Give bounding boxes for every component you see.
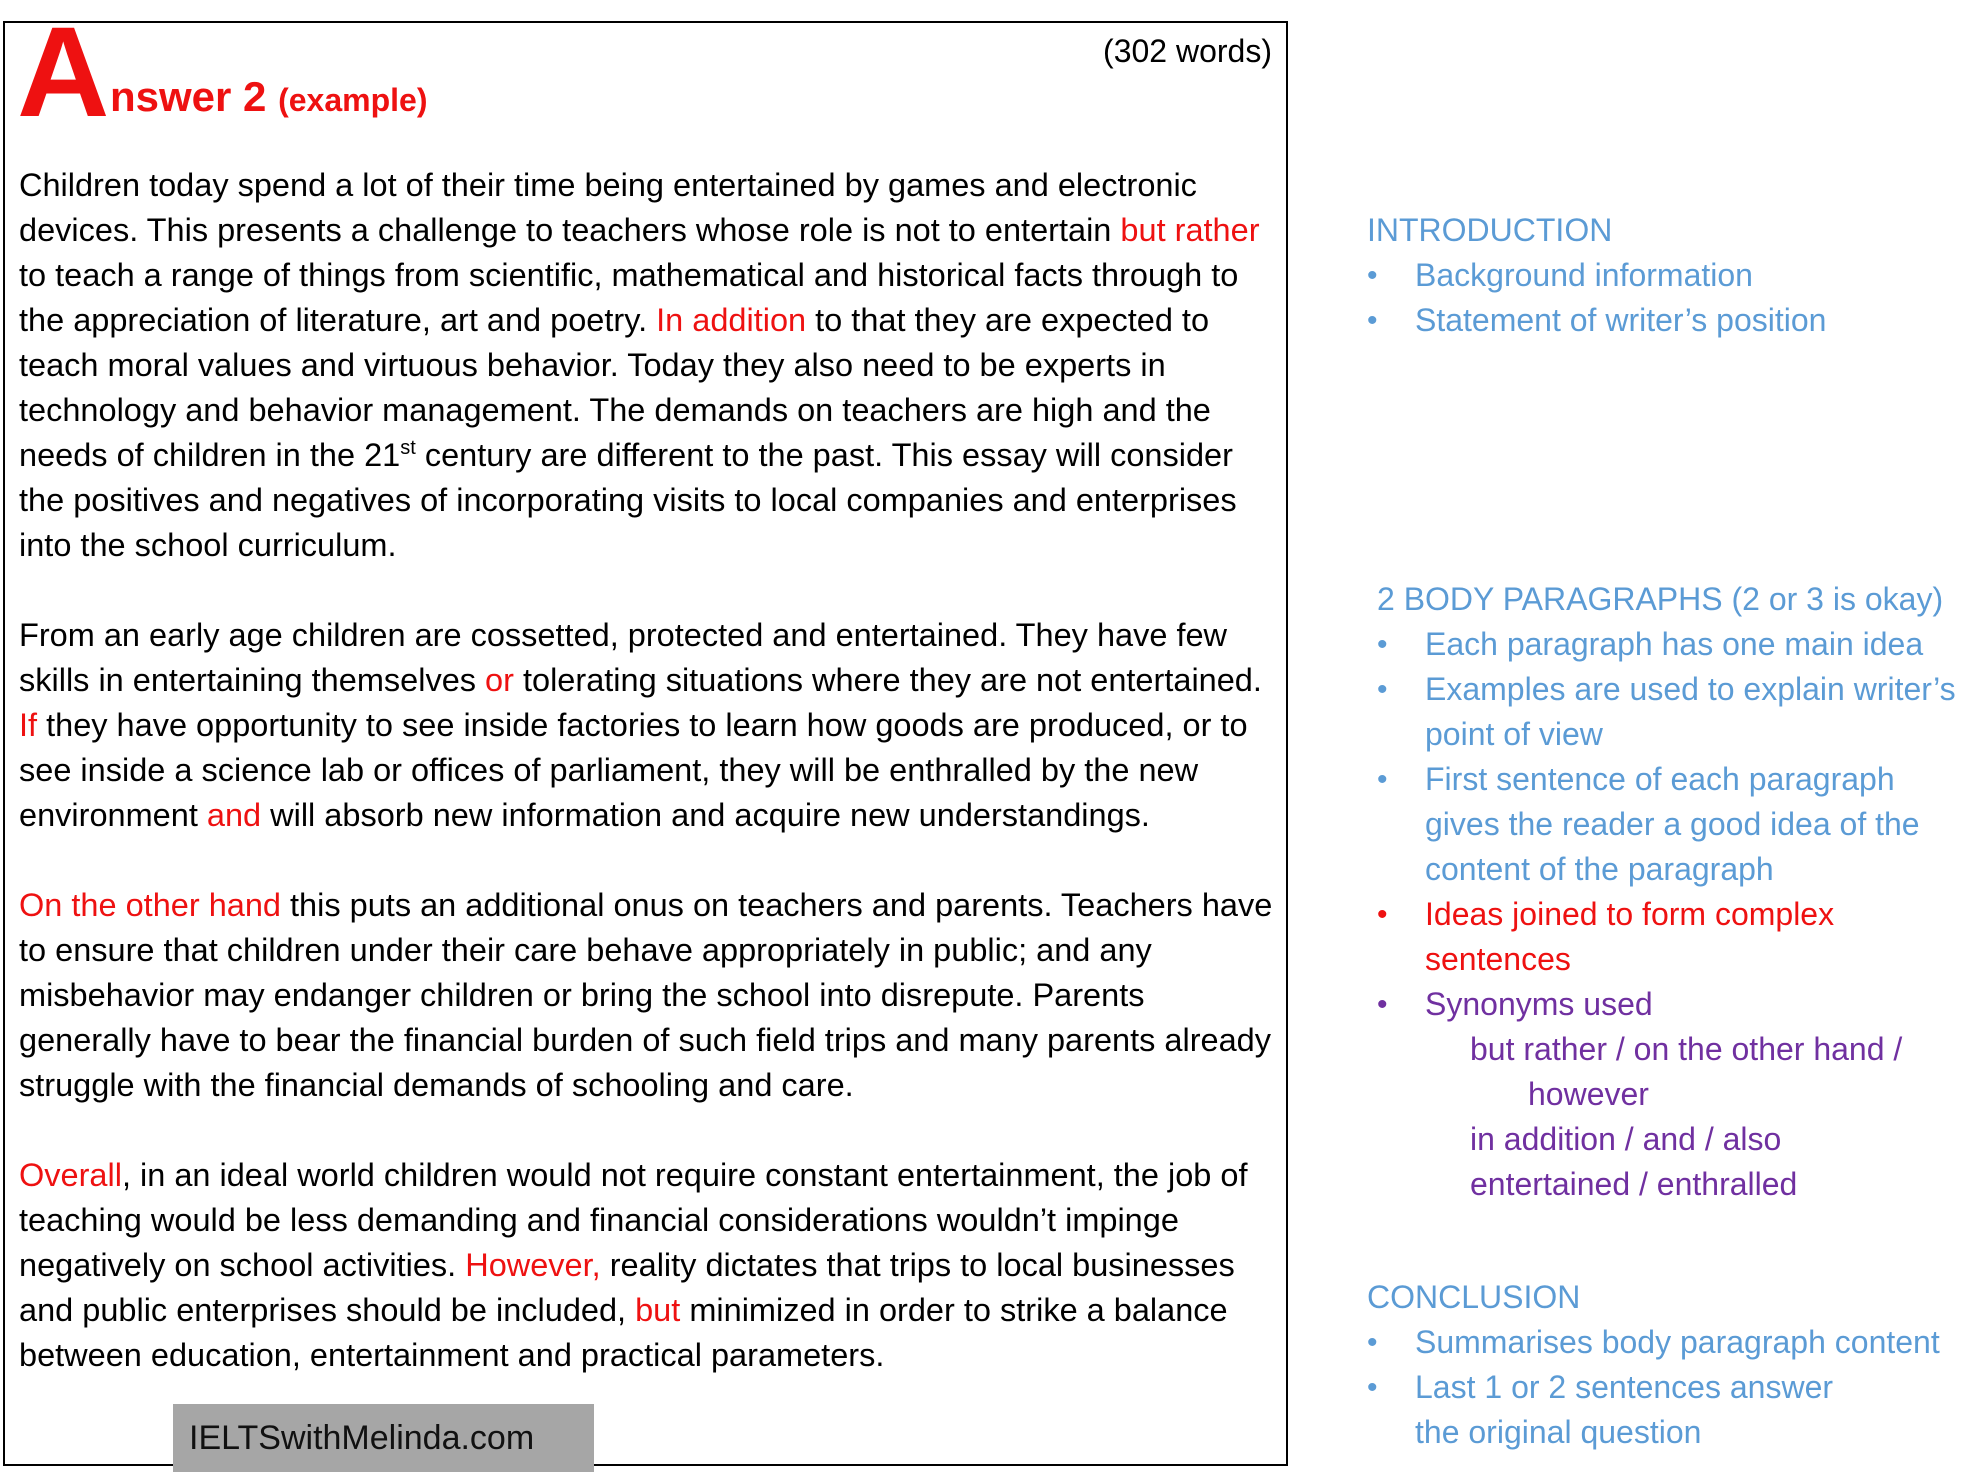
list-item: • Each paragraph has one main idea (1377, 622, 1965, 667)
text-run: From an early age children are cossetted, protected and entertained. They have few skills in entertaining themselves (19, 617, 1228, 698)
linking-word: Overall (19, 1157, 122, 1193)
site-watermark: IELTSwithMelinda.com (173, 1404, 594, 1472)
text-run: will absorb new information and acquire new understandings. (261, 797, 1150, 833)
conclusion-heading: CONCLUSION (1367, 1279, 1581, 1315)
text-run: reality dictates that trips to local businesses and public enterprises should be included, (19, 1247, 1235, 1328)
list-item: • Background information (1367, 253, 1967, 298)
list-item: • Summarises body paragraph content (1367, 1320, 1967, 1365)
introduction-list (1367, 253, 1967, 343)
text-run: , in an ideal world children would not require constant entertainment, the job of teaching would be less demanding and financial considerations wouldn’t impinge negatively on school activities. (19, 1157, 1248, 1283)
text-run: to that they are expected to teach moral values and virtuous behavior. Today they also need to be experts in technology and behavior management. The demands on teachers are high and the needs of children in the 21 (19, 302, 1211, 473)
body-paragraphs-heading: 2 BODY PARAGRAPHS (2 or 3 is okay) (1377, 581, 1944, 617)
text-run: minimized in order to strike a balance between education, entertainment and practical parameters. (19, 1292, 1228, 1373)
synonym-line: but rather / on the other hand / (1470, 1031, 1903, 1067)
list-item: • Examples are used to explain writer’s point of view (1377, 667, 1965, 757)
text-run: tolerating situations where they are not entertained. (513, 662, 1262, 698)
text-run: century are different to the past. This essay will consider the positives and negatives of incorporating visits to local companies and enterprises into the school curriculum. (19, 437, 1237, 563)
linking-word: On the other hand (19, 887, 281, 923)
list-item: • First sentence of each paragraph gives the reader a good idea of the content of the paragraph (1377, 757, 1965, 892)
text-run: to teach a range of things from scientific, mathematical and historical facts through to the appreciation of literature, art and poetry. (19, 257, 1239, 338)
body-paragraphs-list (1377, 622, 1965, 1207)
linking-word: In addition (656, 302, 807, 338)
synonym-line: in addition / and / also (1470, 1121, 1782, 1157)
synonym-line: however (1528, 1076, 1649, 1112)
word-count: (302 words) (1103, 33, 1272, 69)
list-item: • Statement of writer’s position (1367, 298, 1967, 343)
text-run: this puts an additional onus on teachers and parents. Teachers have to ensure that children under their care behave appropriately in public; and any misbehavior may endanger children or bring the school into disrepute. Parents generally have to bear the financial burden of such field trips and many parents already struggle with the financial demands of schooling and care. (19, 887, 1273, 1103)
list-item: • Ideas joined to form complex sentences (1377, 892, 1965, 982)
list-item: • Last 1 or 2 sentences answer the original question (1367, 1365, 1967, 1455)
introduction-heading: INTRODUCTION (1367, 212, 1613, 248)
linking-word: but (635, 1292, 681, 1328)
linking-word: If (19, 707, 38, 743)
title-subtitle: (example) (278, 82, 428, 118)
linking-word: and (206, 797, 262, 833)
text-run: they have opportunity to see inside factories to learn how goods are produced, or to see inside a science lab or offices of parliament, they will be enthralled by the new environment (19, 707, 1248, 833)
synonyms-label: Synonyms used (1425, 986, 1653, 1022)
list-item (1377, 982, 1965, 1207)
title-initial-letter: A (17, 1, 108, 144)
superscript-ordinal: st (400, 437, 416, 460)
text-run: Children today spend a lot of their time being entertained by games and electronic devices. This presents a challenge to teachers whose role is not to entertain (19, 167, 1197, 248)
synonym-line: entertained / enthralled (1470, 1166, 1798, 1202)
linking-word: or (485, 662, 514, 698)
title-text: nswer 2 (110, 73, 267, 120)
linking-word: but rather (1120, 212, 1260, 248)
conclusion-list (1367, 1320, 1967, 1455)
linking-word: However, (465, 1247, 601, 1283)
